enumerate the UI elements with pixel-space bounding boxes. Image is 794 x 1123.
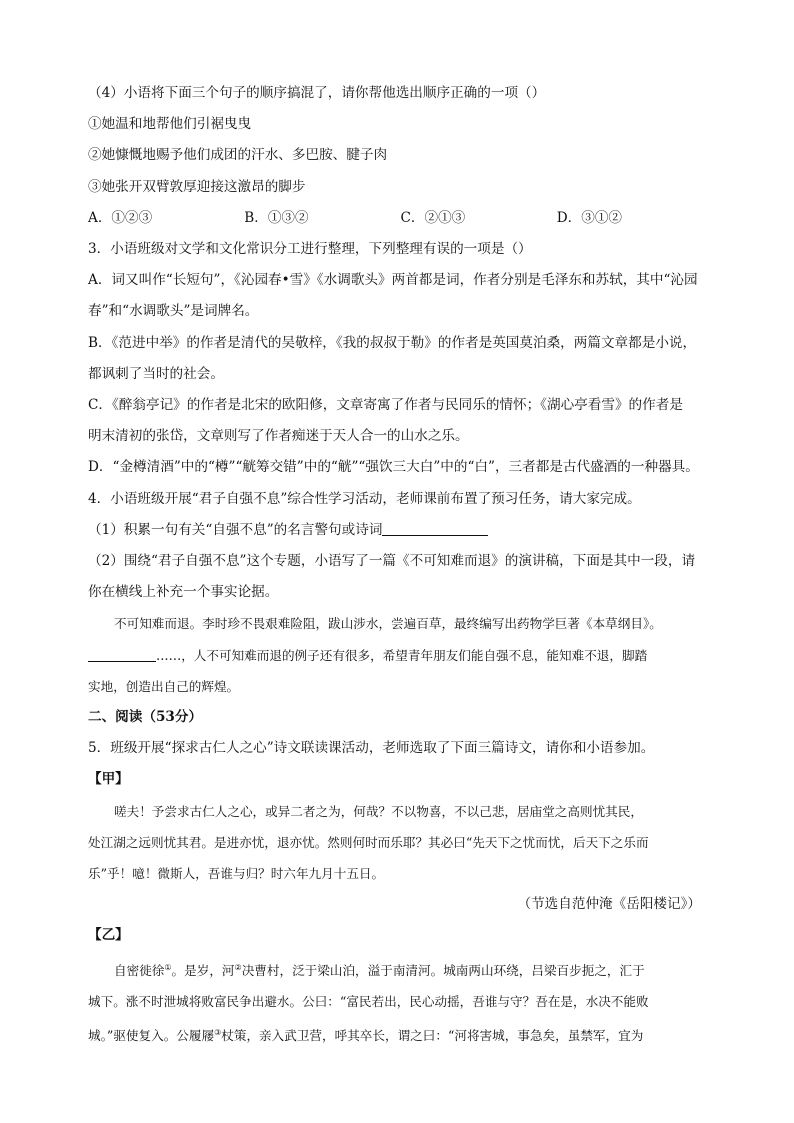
speech-passage-line1: 不可知难而退。李时珍不畏艰难险阻，跋山涉水，尝遍百草，最终编写出药物学巨著《本草纲目》。 — [114, 616, 662, 632]
answer-blank-2[interactable] — [88, 647, 156, 662]
text-jia-label: 【甲】 — [88, 771, 129, 788]
text-yi-line3-b: 杖策，亲入武卫营，呼其卒长，谓之曰：“河将害城，事急矣，虽禁军，宜为 — [221, 1028, 644, 1044]
text-yi-line3-a: 城。”驱使复入。公履屦 — [88, 1028, 215, 1044]
exam-page — [88, 78, 713, 1052]
text-jia-line1: 嗟夫！予尝求古仁人之心，或异二者之为，何哉？不以物喜，不以己悲，居庙堂之高则忧其民， — [114, 803, 643, 819]
text-yi-line1-a: 自密徙徐 — [114, 962, 165, 978]
q4-prompt: （4）小语将下面三个句子的顺序搞混了，请你帮他选出顺序正确的一项（） — [88, 85, 546, 101]
text-jia-line2: 处江湖之远则忧其君。是进亦忧，退亦忧。然则何时而乐耶？其必曰“先天下之忧而忧，后天下之乐而 — [88, 834, 649, 850]
q4-option-c: C．②①③ — [400, 209, 466, 226]
q3-prompt: 3．小语班级对文学和文化常识分工进行整理，下列整理有误的一项是（） — [88, 241, 532, 258]
text-yi-line1 — [88, 952, 713, 986]
q4b-prompt: 4．小语班级开展“君子自强不息”综合性学习活动，老师课前布置了预习任务，请大家完成。 — [88, 490, 641, 507]
q4-option-d: D．③①② — [556, 209, 623, 226]
q4b-sub1 — [88, 515, 713, 546]
q4-options — [88, 203, 713, 234]
text-yi-label: 【乙】 — [88, 927, 129, 944]
q4-sentence-2: ②她慷慨地赐予他们成团的汗水、多巴胺、腱子肉 — [88, 147, 388, 164]
q3-option-a-line2: 春”和“水调歌头”是词牌名。 — [88, 303, 259, 320]
q4b-sub1-text: （1）积累一句有关“自强不息”的名言警句或诗词 — [88, 521, 383, 538]
text-yi-line3 — [88, 1017, 713, 1051]
answer-blank-1[interactable] — [382, 521, 488, 536]
text-jia-line3: 乐”乎！噫！微斯人，吾谁与归？时六年九月十五日。 — [88, 866, 385, 882]
speech-passage-line2-text: ……，人不可知难而退的例子还有很多，希望青年朋友们能自强不息，能知难不退，脚踏 — [156, 647, 648, 663]
q3-option-c-line1: C．《醉翁亭记》的作者是北宋的欧阳修，文章寄寓了作者与民同乐的情怀；《湖心亭看雪》的作者是 — [88, 397, 683, 414]
q4b-sub2-line1: （2）围绕“君子自强不息”这个专题，小语写了一篇《不可知难而退》的演讲稿，下面是其中一段，请 — [88, 553, 696, 570]
text-yi-line2: 城下。涨不时泄城将败富民争出避水。公曰：“富民若出，民心动摇，吾谁与守？吾在是，水决不能败 — [88, 994, 649, 1010]
q4-sentence-1: ①她温和地帮他们引裾曳曳 — [88, 116, 252, 133]
q3-option-d: D．“金樽清酒”中的“樽”“觥筹交错”中的“觥”“强饮三大白”中的“白”，三者都是古代盛酒的一种器具。 — [88, 459, 699, 476]
q3-option-b-line1: B．《范进中举》的作者是清代的吴敬梓，《我的叔叔于勒》的作者是英国莫泊桑，两篇文章都是小说， — [88, 334, 697, 351]
q4-option-a: A．①②③ — [88, 209, 153, 226]
q4-option-b: B．①③② — [244, 209, 309, 226]
q4b-sub2-line2: 你在横线上补充一个事实论据。 — [88, 584, 279, 601]
speech-passage-line3: 实地，创造出自己的辉煌。 — [88, 678, 240, 694]
footnote-mark-3: ③ — [214, 1028, 222, 1038]
text-yi-line1-b: 。是岁，河 — [171, 962, 235, 978]
q5-prompt: 5．班级开展“探求古仁人之心”诗文联读课活动，老师选取了下面三篇诗文，请你和小语参加。 — [88, 740, 655, 757]
footnote-mark-1: ① — [164, 962, 172, 972]
q3-option-c-line2: 明末清初的张岱，文章则写了作者痴迷于天人合一的山水之乐。 — [88, 428, 469, 445]
section-heading: 二、阅读（53分） — [88, 709, 203, 726]
q3-option-b-line2: 都讽刺了当时的社会。 — [88, 365, 224, 382]
speech-passage-line2 — [88, 640, 713, 671]
text-yi-line1-c: 决曹村，泛于梁山泊，溢于南清河。城南两山环绕，吕梁百步扼之，汇于 — [241, 962, 645, 978]
footnote-mark-2: ② — [234, 962, 242, 972]
q3-option-a-line1: A．词又叫作“长短句”，《沁园春•雪》《水调歌头》两首都是词，作者分别是毛泽东和苏轼，其中“沁园 — [88, 272, 698, 289]
q4-sentence-3: ③她张开双臂敦厚迎接这激昂的脚步 — [88, 178, 306, 195]
text-jia-source: （节选自范仲淹《岳阳楼记》） — [517, 896, 701, 913]
